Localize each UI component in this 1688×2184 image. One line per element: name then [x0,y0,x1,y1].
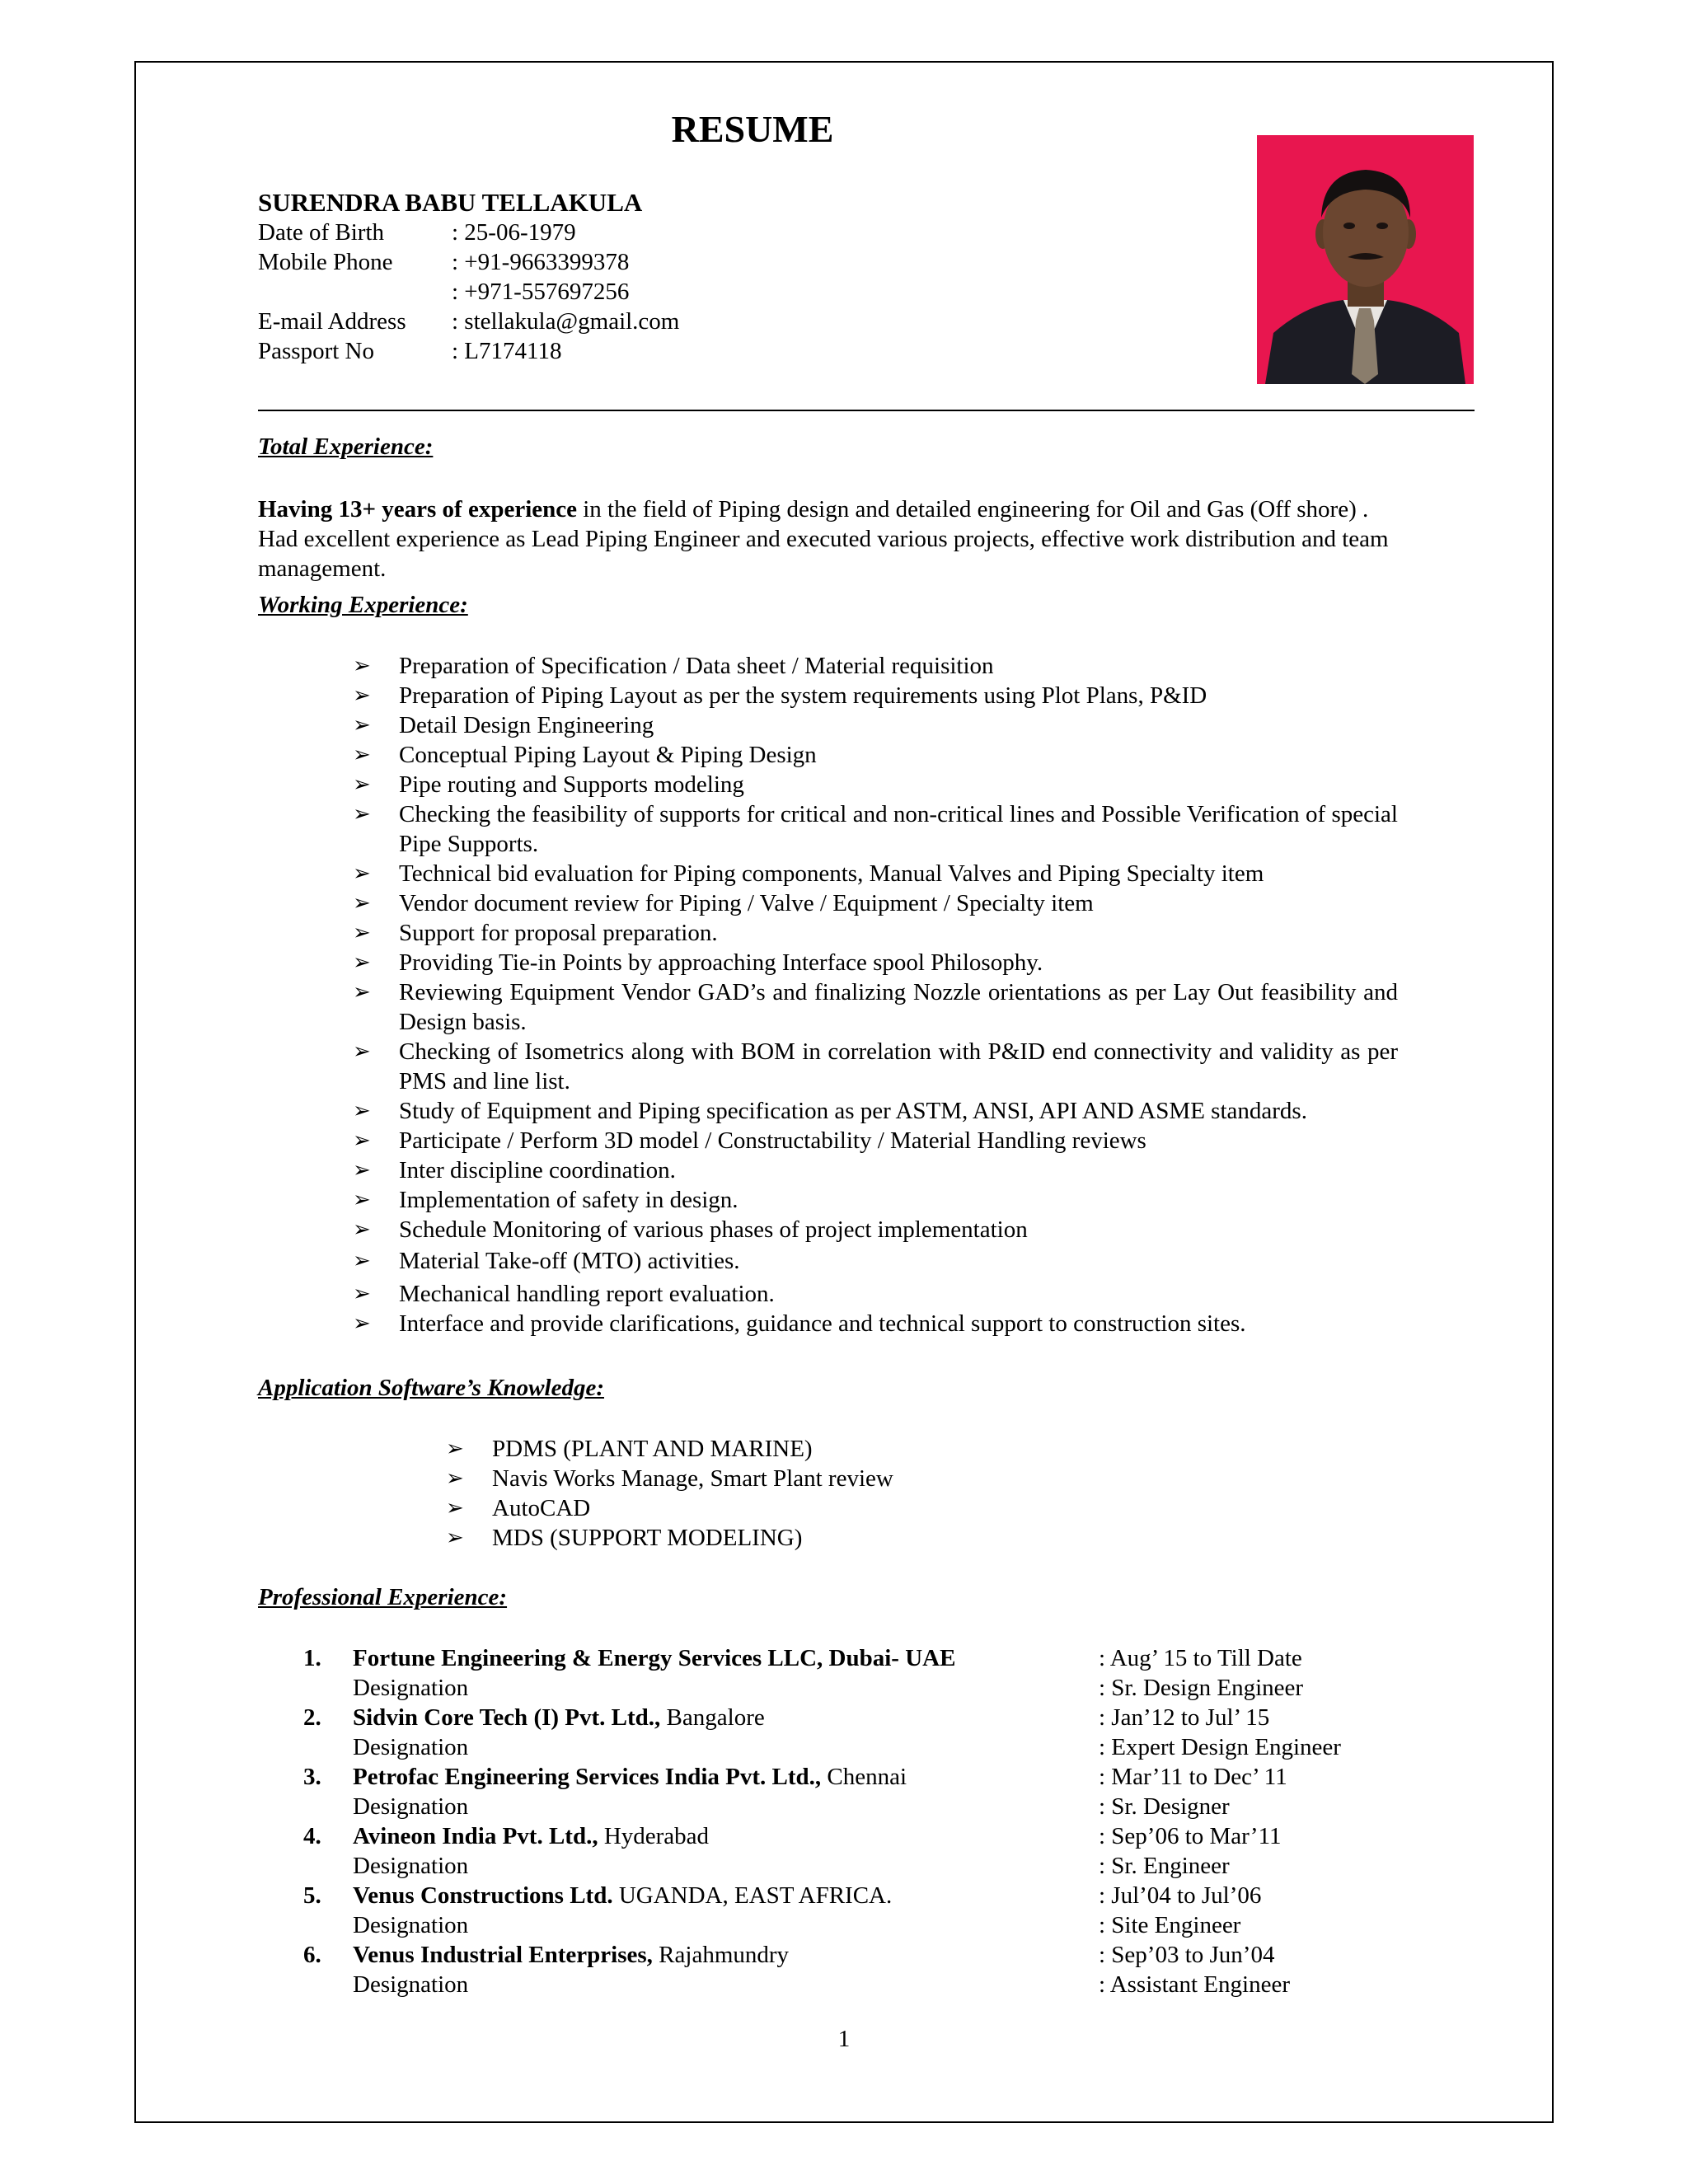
working-experience-item: Mechanical handling report evaluation. [399,1281,775,1307]
mobile-label: Mobile Phone [258,249,393,275]
bullet-arrow-icon: ➢ [353,1282,371,1305]
entry-period: : Sep’03 to Jun’04 [1099,1942,1275,1968]
designation-label: Designation [353,1675,469,1701]
entry-period: : Aug’ 15 to Till Date [1099,1645,1302,1671]
software-item: PDMS (PLANT AND MARINE) [492,1436,813,1462]
bullet-arrow-icon: ➢ [353,950,371,974]
bullet-arrow-icon: ➢ [446,1466,464,1490]
dob-value: : 25-06-1979 [452,219,576,246]
designation-label: Designation [353,1971,469,1998]
email-label: E-mail Address [258,308,406,335]
working-experience-item: Providing Tie-in Points by approaching Interface spool Philosophy. [399,949,1043,976]
experience-text: in the field of Piping design and detailed engineering for Oil and Gas (Off shore) . Had excellent experience as Lead Piping Engineer and executed various projects, effective work distribution and team management. [258,496,1389,582]
working-experience-item: Inter discipline coordination. [399,1157,676,1183]
mobile-value-1: : +91-9663399378 [452,249,630,275]
designation-label: Designation [353,1793,469,1820]
bullet-arrow-icon: ➢ [446,1436,464,1460]
working-experience-item: Checking the feasibility of supports for critical and non-critical lines and Possible Verification of special Pipe Supports. [399,801,1398,857]
bullet-arrow-icon: ➢ [353,654,371,677]
working-experience-item: Schedule Monitoring of various phases of project implementation [399,1216,1028,1243]
mobile-value-2: : +971-557697256 [452,279,630,305]
dob-label: Date of Birth [258,219,385,246]
entry-company-line [353,1821,709,1851]
header-divider [258,410,1475,411]
bullet-arrow-icon: ➢ [353,1128,371,1152]
total-experience-summary [258,494,1412,583]
bullet-arrow-icon: ➢ [353,891,371,915]
entry-period: : Jan’12 to Jul’ 15 [1099,1704,1270,1731]
page-number: 1 [837,2026,851,2052]
entry-company-line [353,1643,955,1673]
email-value: : stellakula@gmail.com [452,308,680,335]
company-name: Petrofac Engineering Services India Pvt. Ltd., [353,1764,822,1790]
experience-lead: Having 13+ years of experience [258,496,577,523]
entry-designation: : Sr. Designer [1099,1793,1230,1820]
entry-company-line [353,1703,765,1732]
bullet-arrow-icon: ➢ [353,980,371,1004]
working-experience-item: Study of Equipment and Piping specification as per ASTM, ANSI, API AND ASME standards. [399,1098,1307,1124]
entry-number: 1. [303,1645,321,1671]
entry-period: : Sep’06 to Mar’11 [1099,1823,1282,1849]
candidate-name: SURENDRA BABU TELLAKULA [258,188,643,217]
software-heading: Application Software’s Knowledge: [258,1375,604,1401]
working-experience-item: Conceptual Piping Layout & Piping Design [399,742,817,768]
entry-designation: : Sr. Engineer [1099,1853,1230,1879]
working-experience-item: Implementation of safety in design. [399,1187,738,1213]
bullet-arrow-icon: ➢ [353,1188,371,1212]
company-name: Venus Constructions Ltd. [353,1882,613,1909]
software-item: AutoCAD [492,1495,591,1521]
working-experience-item: Preparation of Piping Layout as per the system requirements using Plot Plans, P&ID [399,682,1207,709]
working-experience-item: Preparation of Specification / Data sheet / Material requisition [399,653,994,679]
bullet-arrow-icon: ➢ [353,1249,371,1272]
bullet-arrow-icon: ➢ [353,683,371,707]
bullet-arrow-icon: ➢ [353,1158,371,1182]
entry-number: 4. [303,1823,321,1849]
working-experience-item: Interface and provide clarifications, guidance and technical support to construction sites. [399,1310,1246,1337]
bullet-arrow-icon: ➢ [353,1039,371,1063]
bullet-arrow-icon: ➢ [353,772,371,796]
entry-company-line [353,1881,892,1910]
bullet-arrow-icon: ➢ [353,802,371,826]
working-experience-heading: Working Experience: [258,592,468,618]
entry-number: 3. [303,1764,321,1790]
company-location: UGANDA, EAST AFRICA. [612,1882,893,1909]
working-experience-item: Support for proposal preparation. [399,920,718,946]
profile-photo [1257,135,1474,384]
company-location: Bangalore [660,1704,765,1731]
company-name: Venus Industrial Enterprises, [353,1942,653,1968]
total-experience-heading: Total Experience: [258,434,434,460]
bullet-arrow-icon: ➢ [353,921,371,944]
bullet-arrow-icon: ➢ [353,1099,371,1122]
passport-label: Passport No [258,338,374,364]
working-experience-item: Checking of Isometrics along with BOM in correlation with P&ID end connectivity and validity as per PMS and line list. [399,1038,1398,1094]
entry-designation: : Site Engineer [1099,1912,1241,1938]
entry-company-line [353,1762,907,1792]
entry-company-line [353,1940,789,1970]
company-location: Rajahmundry [652,1942,790,1968]
professional-heading: Professional Experience: [258,1584,508,1610]
software-item: Navis Works Manage, Smart Plant review [492,1465,893,1492]
company-location: Chennai [821,1764,907,1790]
working-experience-item: Reviewing Equipment Vendor GAD’s and finalizing Nozzle orientations as per Lay Out feasibility and Design basis. [399,979,1398,1035]
software-item: MDS (SUPPORT MODELING) [492,1525,803,1551]
working-experience-item: Material Take-off (MTO) activities. [399,1248,740,1274]
entry-period: : Mar’11 to Dec’ 11 [1099,1764,1287,1790]
bullet-arrow-icon: ➢ [353,713,371,737]
company-location: Hyderabad [598,1823,710,1849]
working-experience-item: Technical bid evaluation for Piping components, Manual Valves and Piping Specialty item [399,860,1264,887]
working-experience-item: Detail Design Engineering [399,712,654,738]
working-experience-item: Vendor document review for Piping / Valve / Equipment / Specialty item [399,890,1094,916]
entry-designation: : Assistant Engineer [1099,1971,1290,1998]
working-experience-item: Participate / Perform 3D model / Constructability / Material Handling reviews [399,1127,1146,1154]
bullet-arrow-icon: ➢ [446,1526,464,1549]
entry-number: 6. [303,1942,321,1968]
company-name: Avineon India Pvt. Ltd., [353,1823,598,1849]
entry-number: 2. [303,1704,321,1731]
company-name: Sidvin Core Tech (I) Pvt. Ltd., [353,1704,661,1731]
entry-period: : Jul’04 to Jul’06 [1099,1882,1262,1909]
designation-label: Designation [353,1853,469,1879]
bullet-arrow-icon: ➢ [353,1311,371,1335]
working-experience-item: Pipe routing and Supports modeling [399,771,744,798]
entry-designation: : Expert Design Engineer [1099,1734,1341,1760]
document-title: RESUME [671,108,834,150]
entry-number: 5. [303,1882,321,1909]
entry-designation: : Sr. Design Engineer [1099,1675,1304,1701]
designation-label: Designation [353,1734,469,1760]
bullet-arrow-icon: ➢ [353,1217,371,1241]
bullet-arrow-icon: ➢ [353,743,371,766]
bullet-arrow-icon: ➢ [353,861,371,885]
company-name: Fortune Engineering & Energy Services LLC, Dubai- UAE [353,1645,956,1671]
bullet-arrow-icon: ➢ [446,1496,464,1520]
designation-label: Designation [353,1912,469,1938]
passport-value: : L7174118 [452,338,562,364]
